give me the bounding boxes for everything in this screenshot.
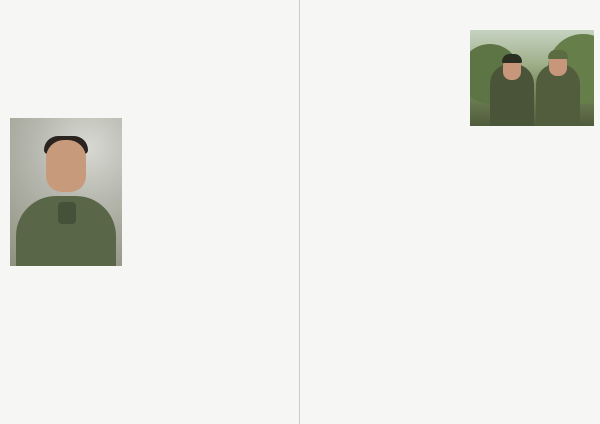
right-page — [300, 0, 600, 424]
left-body-column-2 — [10, 276, 122, 408]
right-body-column-1 — [310, 30, 462, 410]
left-body-column-1 — [128, 146, 290, 408]
soldier-portrait-photo — [10, 118, 122, 266]
article-lead — [128, 120, 290, 142]
portrait-caption — [10, 267, 122, 274]
right-page-header — [308, 6, 592, 20]
article-headline — [14, 32, 286, 108]
left-page-header — [8, 6, 292, 20]
two-soldiers-photo — [470, 30, 594, 126]
right-body-column-2 — [470, 132, 594, 410]
